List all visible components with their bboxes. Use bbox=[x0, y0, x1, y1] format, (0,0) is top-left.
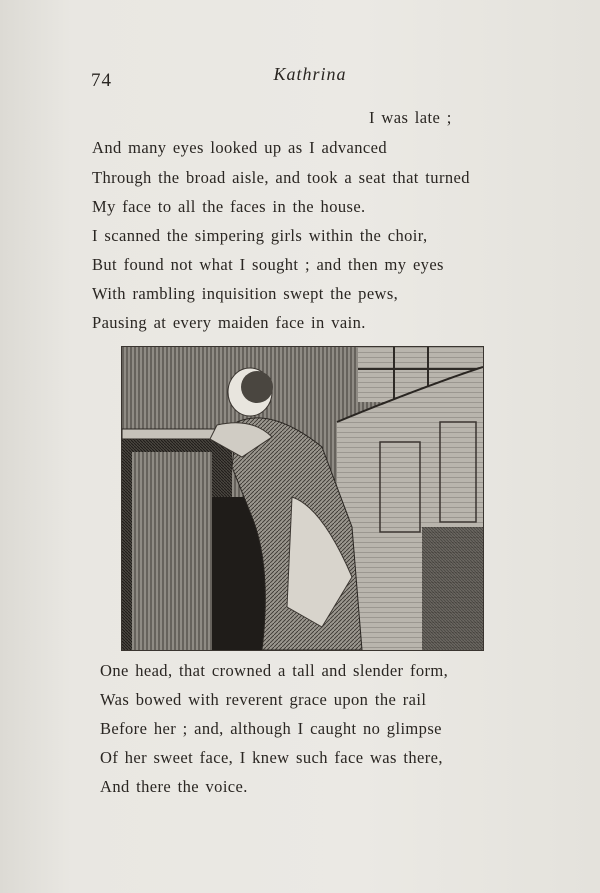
page-number: 74 bbox=[91, 70, 112, 91]
verse-line: I scanned the simpering girls within the choir, bbox=[92, 226, 428, 245]
engraving-illustration bbox=[121, 346, 484, 651]
verse-line: But found not what I sought ; and then my eyes bbox=[92, 255, 444, 274]
running-title: Kathrina bbox=[273, 64, 347, 84]
verse-line: Before her ; and, although I caught no glimpse bbox=[100, 719, 442, 738]
verse-line: One head, that crowned a tall and slender form, bbox=[100, 661, 449, 680]
verse-line: I was late ; bbox=[369, 108, 452, 127]
verse-line: Through the broad aisle, and took a seat that turned bbox=[92, 168, 470, 187]
verse-line: Pausing at every maiden face in vain. bbox=[92, 313, 366, 332]
verse-line: With rambling inquisition swept the pews, bbox=[92, 284, 399, 303]
verse-line: And many eyes looked up as I advanced bbox=[92, 138, 388, 157]
verse-line: My face to all the faces in the house. bbox=[92, 197, 366, 216]
verse-line: Of her sweet face, I knew such face was there, bbox=[100, 748, 443, 767]
woman-in-pew-engraving bbox=[122, 347, 483, 650]
verse-line: And there the voice. bbox=[100, 777, 248, 796]
verse-line: Was bowed with reverent grace upon the rail bbox=[100, 690, 427, 709]
